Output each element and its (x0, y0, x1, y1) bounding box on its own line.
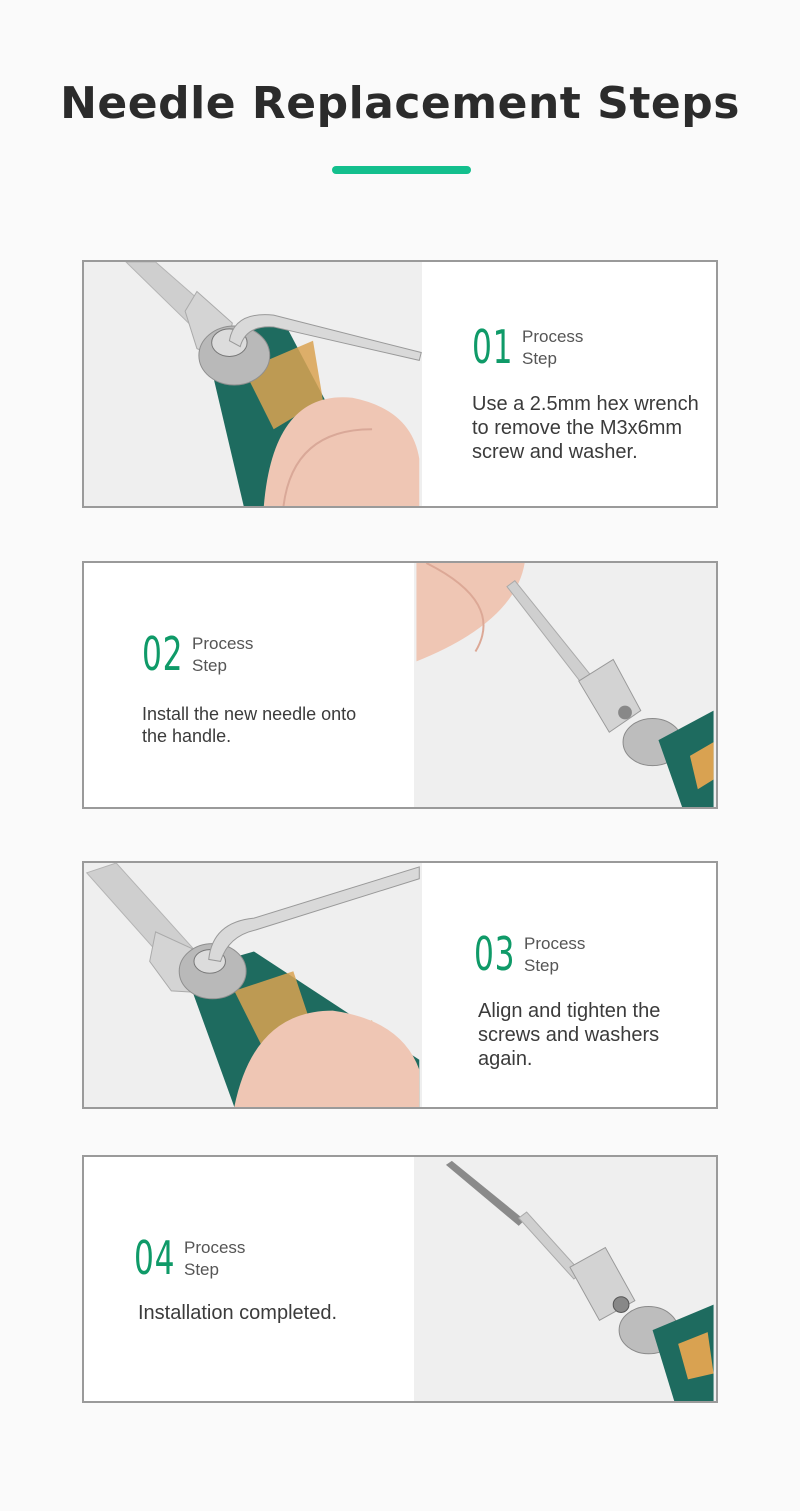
step-description: Use a 2.5mm hex wrench to remove the M3x6mm screw and washer. (472, 393, 699, 463)
step-label: Process Step (524, 934, 586, 975)
step-number: 01 (472, 320, 514, 374)
page-title: Needle Replacement Steps (60, 78, 740, 129)
title-underline (332, 166, 471, 174)
step-4-photo (414, 1157, 716, 1401)
step-card-4 (82, 1155, 718, 1403)
step-label: Process Step (522, 327, 584, 368)
step-description: Installation completed. (138, 1302, 338, 1324)
step-card-3 (82, 861, 718, 1109)
assembled-tool-photo-icon (414, 1157, 716, 1401)
step-description: Align and tighten the screws and washers again. (478, 1000, 661, 1070)
step-2-photo (414, 563, 716, 807)
step-label: Process Step (184, 1238, 246, 1279)
step-description: Install the new needle onto the handle. (142, 704, 357, 746)
step-number: 03 (474, 927, 516, 981)
step-number: 02 (142, 627, 184, 681)
step-3-photo (84, 863, 422, 1107)
needle-insertion-photo-icon (414, 563, 716, 807)
hex-wrench-photo-icon (84, 262, 422, 506)
step-label: Process Step (192, 634, 254, 675)
step-card-2 (82, 561, 718, 809)
hex-wrench-tighten-photo-icon (84, 863, 422, 1107)
step-card-1 (82, 260, 718, 508)
step-1-photo (84, 262, 422, 506)
step-number: 04 (134, 1231, 176, 1285)
